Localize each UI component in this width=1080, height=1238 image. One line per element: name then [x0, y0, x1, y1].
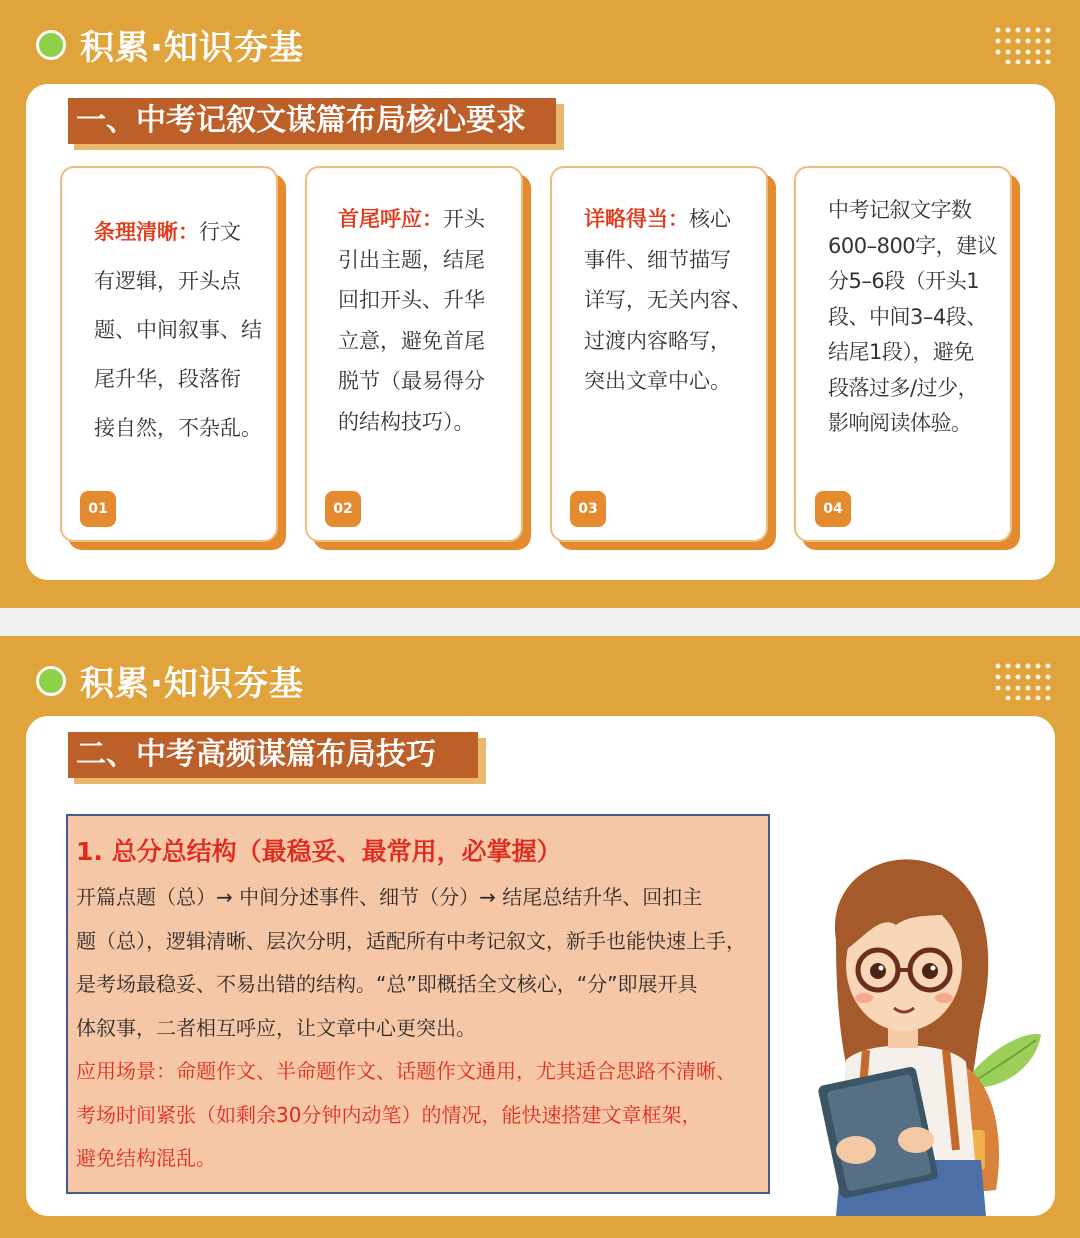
section-header-title: 积累·知识夯基	[80, 664, 304, 704]
section-title-2: 二、中考高频谋篇布局技巧	[68, 732, 478, 778]
number-badge-4: 04	[815, 491, 851, 527]
dot-grid-icon	[994, 662, 1058, 700]
requirement-text-1: 条理清晰：行文 有逻辑，开头点 题、中间叙事、结 尾升华，段落衔 接自然，不杂乱。	[94, 220, 262, 440]
requirement-text-2: 首尾呼应：开头 引出主题，结尾 回扣开头、升华 立意，避免首尾 脱节（最易得分 的结构技巧）。	[338, 207, 485, 434]
dot-grid-icon	[994, 26, 1058, 64]
section-header-title: 积累·知识夯基	[80, 28, 304, 68]
requirement-text-4: 中考记叙文字数 600–800字，建议 分5–6段（开头1 段、中间3–4段、 结尾1段），避免 段落过多/过少， 影响阅读体验。	[828, 198, 998, 435]
technique-application: 应用场景：命题作文、半命题作文、话题作文通用，尤其适合思路不清晰、 考场时间紧张（如剩余30分钟内动笔）的情况，能快速搭建文章框架， 避免结构混乱。	[76, 1059, 736, 1170]
technique-title: 1. 总分总结构（最稳妥、最常用，必掌握）	[76, 837, 562, 866]
number-badge-3: 03	[570, 491, 606, 527]
student-girl-illustration	[796, 850, 1046, 1216]
green-dot-icon	[36, 30, 66, 60]
number-badge-2: 02	[325, 491, 361, 527]
technique-description: 开篇点题（总）→ 中间分述事件、细节（分）→ 结尾总结升华、回扣主 题（总），逻辑清晰、层次分明，适配所有中考记叙文，新手也能快速上手， 是考场最稳妥、不易出错的结构。“总”即概括全文核心，“分”即展开具 体叙事，二者相互呼应，让文章中心更突出。	[76, 885, 746, 1040]
number-badge-1: 01	[80, 491, 116, 527]
section-title-1: 一、中考记叙文谋篇布局核心要求	[68, 98, 556, 144]
requirement-text-3: 详略得当：核心 事件、细节描写 详写，无关内容、 过渡内容略写， 突出文章中心。	[584, 207, 752, 393]
green-dot-icon	[36, 666, 66, 696]
